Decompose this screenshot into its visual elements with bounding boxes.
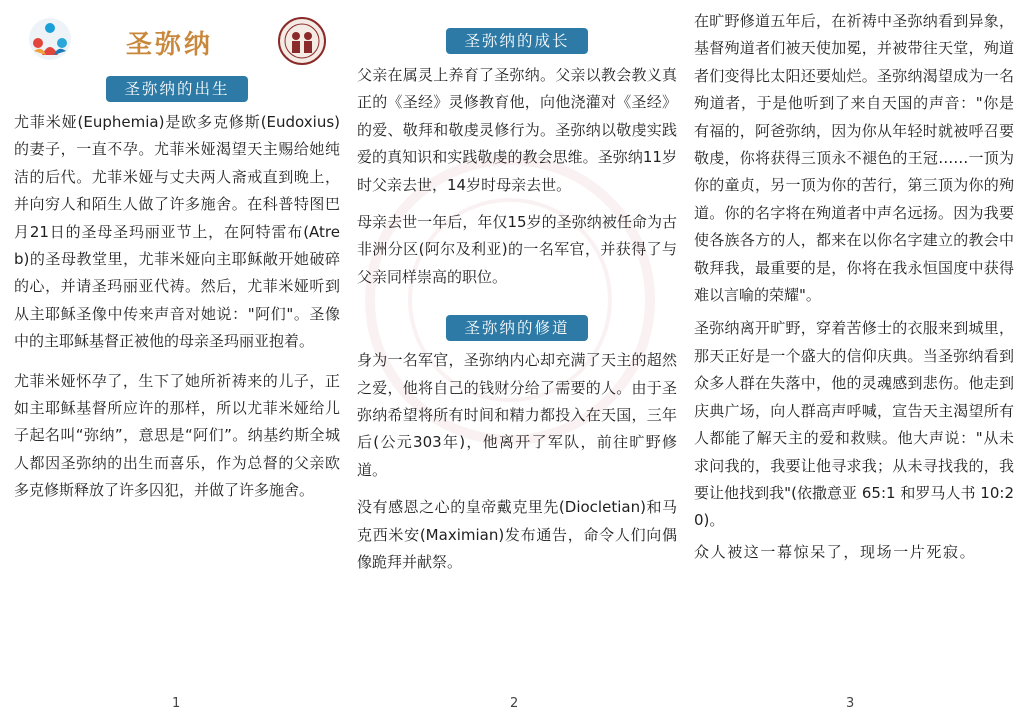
paragraph-monastic-2: 没有感恩之心的皇帝戴克里先(Diocletian)和马克西米安(Maximian)发布通告，命令人们向偶像跪拜并献祭。 [357, 498, 677, 572]
page-title: 圣弥纳 [126, 30, 214, 60]
page-number-3: 3 [846, 696, 855, 711]
column-2 [357, 0, 677, 577]
page-number-1: 1 [172, 696, 181, 711]
paragraph-growth-1: 父亲在属灵上养育了圣弥纳。父亲以教会教义真正的《圣经》灵修教育他，向他浇灌对《圣经》的爱、敬拜和敬虔灵修行为。圣弥纳以敬虔实践爱的真知识和实践敬虔的教会思维。圣弥纳11岁时父亲去世，14岁时母亲去世。 [357, 66, 677, 194]
section-heading-monastic: 圣弥纳的修道 [446, 315, 587, 341]
column-1 [14, 0, 340, 505]
paragraph-monastic-1: 身为一名军官，圣弥纳内心却充满了天主的超然之爱，他将自己的钱财分给了需要的人。由于圣弥纳希望将所有时间和精力都投入在天国，三年后(公元303年)，他离开了军队，前往旷野修道。 [357, 351, 677, 479]
column-3 [694, 0, 1014, 566]
paragraph-vision: 在旷野修道五年后，在祈祷中圣弥纳看到异象，基督殉道者们被天使加冕，并被带往天堂，殉道者们变得比太阳还要灿烂。圣弥纳渴望成为一名殉道者，于是他听到了来自天国的声音："你是有福的，阿爸弥纳，因为你从年轻时就被呼召要敬虔，你将获得三顶永不褪色的王冠……一顶为你的童贞，另一顶为你的苦行，第三顶为你的殉道。你的名字将在殉道者中声名远扬。因为我要使各族各方的人，都来在以你名字建立的教会中敬拜我，最重要的是，你将在我永恒国度中获得难以言喻的荣耀"。 [694, 12, 1014, 305]
paragraph-birth-2: 尤菲米娅怀孕了，生下了她所祈祷来的儿子，正如主耶稣基督所应许的那样，所以尤菲米娅给儿子起名叫“弥纳”，意思是“阿们”。纳基约斯全城人都因圣弥纳的出生而喜乐，作为总督的父亲欧多克修斯释放了许多囚犯，并做了许多施舍。 [14, 371, 340, 500]
paragraph-crowd: 众人被这一幕惊呆了，现场一片死寂。 [694, 542, 977, 561]
section-heading-birth: 圣弥纳的出生 [106, 76, 247, 102]
paragraph-city: 圣弥纳离开旷野，穿着苦修士的衣服来到城里，那天正好是一个盛大的信仰庆典。当圣弥纳看到众多人群在失落中，他的灵魂感到悲伤。他走到庆典广场，向人群高声呼喊，宣告天主渴望所有人都能了解天主的爱和救赎。他大声说："从未求问我的，我要让他寻求我；从未寻找我的，我要让他找到我"(依撒意亚 65:1 和罗马人书 10:20)。 [694, 319, 1014, 530]
paragraph-birth-1: 尤菲米娅(Euphemia)是欧多克修斯(Eudoxius)的妻子，一直不孕。尤菲米娅渴望天主赐给她纯洁的后代。尤菲米娅与丈夫两人斋戒直到晚上，并向穷人和陌生人做了许多施舍。在科普特图巴月21日的圣母圣玛丽亚节上，在阿特雷布(Atreb)的圣母教堂里，尤菲米娅向主耶稣敞开她破碎的心，并请圣玛丽亚代祷。然后，尤菲米娅听到从主耶稣圣像中传来声音对她说："阿们"。圣像中的主耶稣基督正被他的母亲圣玛丽亚抱着。 [14, 113, 340, 351]
section-heading-growth: 圣弥纳的成长 [446, 28, 587, 54]
page-number-2: 2 [510, 696, 519, 711]
paragraph-growth-2: 母亲去世一年后，年仅15岁的圣弥纳被任命为古非洲分区(阿尔及利亚)的一名军官，并获得了与父亲同样崇高的职位。 [357, 213, 677, 286]
